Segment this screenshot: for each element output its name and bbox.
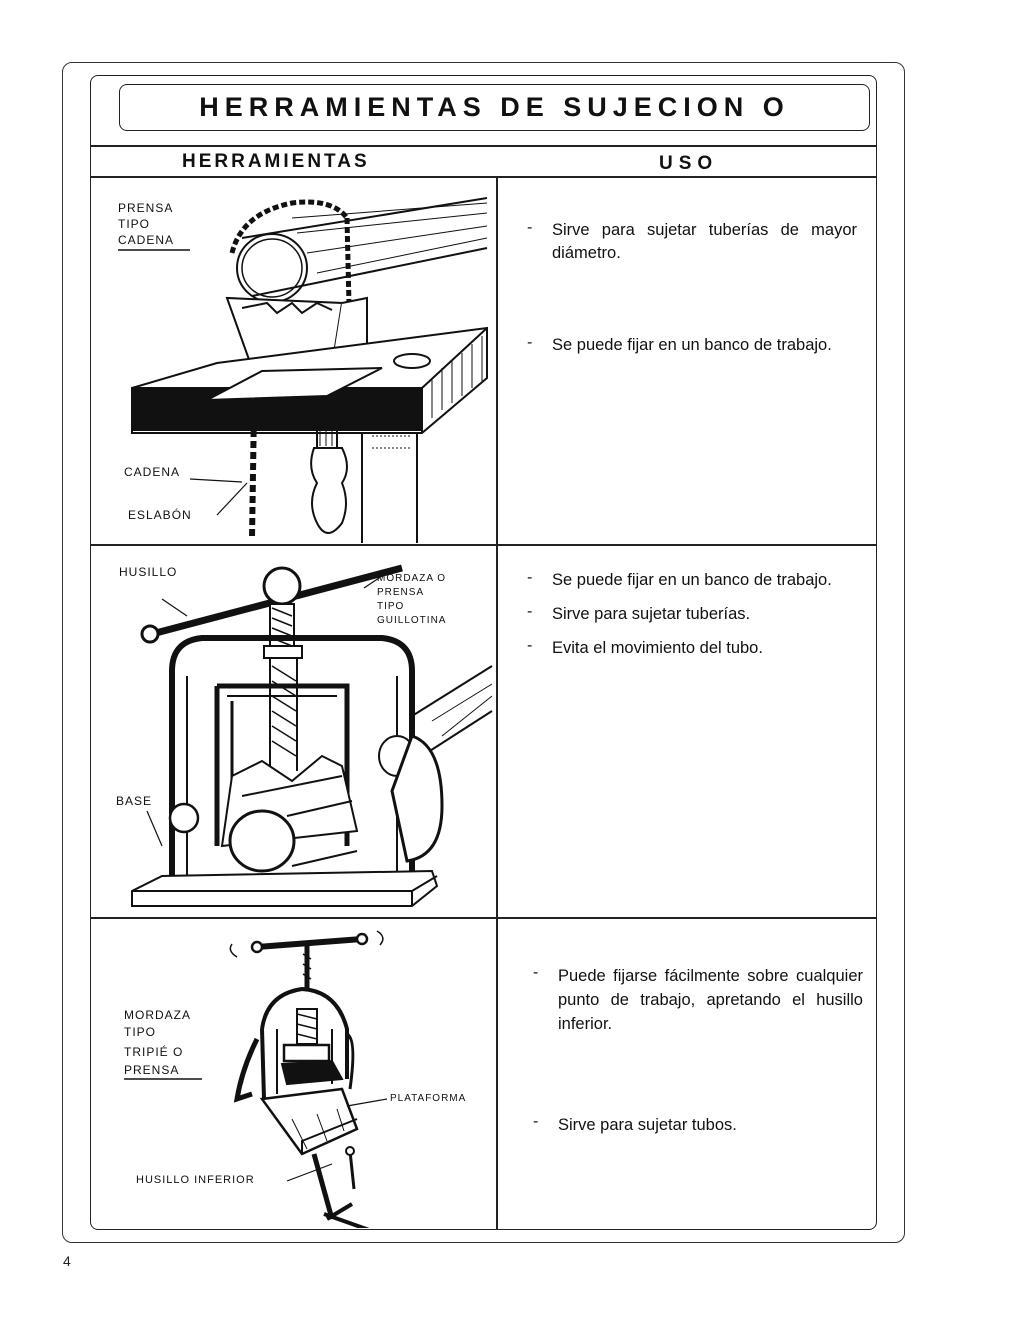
- guillotine-vise-illustration: [92, 546, 495, 916]
- bullet: -: [527, 603, 533, 620]
- table-column-divider: [496, 176, 498, 1229]
- tripod-vise-illustration: [92, 919, 495, 1228]
- use-text: Se puede fijar en un banco de trabajo.: [552, 336, 832, 354]
- bullet: -: [533, 964, 539, 981]
- label-husillo: HUSILLO: [119, 565, 178, 579]
- use-item: [533, 1113, 863, 1137]
- label-base: BASE: [116, 794, 153, 808]
- use-item: [527, 334, 857, 357]
- label-husillo-inferior: HUSILLO INFERIOR: [136, 1174, 255, 1186]
- label-mordaza: MORDAZA: [124, 1008, 191, 1022]
- label-guillotina: GUILLOTINA: [377, 615, 447, 626]
- use-text: Sirve para sujetar tubos.: [558, 1116, 737, 1134]
- label-tipo: TIPO: [377, 601, 405, 612]
- label-tipo: TIPO: [124, 1025, 157, 1039]
- label-eslabon: ESLABÓN: [128, 508, 192, 522]
- use-text: Se puede fijar en un banco de trabajo.: [552, 571, 832, 589]
- use-text: Evita el movimiento del tubo.: [552, 639, 763, 657]
- label-prensa: PRENSA: [124, 1063, 180, 1077]
- label-prensa: PRENSA: [118, 201, 174, 215]
- column-header-use: USO: [659, 153, 719, 174]
- label-mordaza-o: MORDAZA O: [377, 573, 447, 584]
- bullet: -: [533, 1113, 539, 1130]
- column-header-tools: HERRAMIENTAS: [182, 151, 370, 172]
- row1-uses: [527, 219, 857, 357]
- use-text: Puede fijarse fácilmente sobre cualquier punto de trabajo, apretando el husillo inferior.: [558, 967, 863, 1033]
- table-divider-top: [90, 145, 877, 147]
- bullet: -: [527, 219, 533, 236]
- bullet: -: [527, 569, 533, 586]
- use-item: [527, 219, 857, 265]
- label-cadena-type: CADENA: [118, 233, 175, 247]
- use-item: [527, 637, 857, 660]
- use-item: [527, 603, 857, 626]
- use-item: [533, 964, 863, 1036]
- page-title-box: [119, 84, 870, 131]
- bullet: -: [527, 637, 533, 654]
- use-item: [527, 569, 857, 592]
- use-text: Sirve para sujetar tuberías de mayor diámetro.: [552, 221, 857, 262]
- use-text: Sirve para sujetar tuberías.: [552, 605, 751, 623]
- label-cadena: CADENA: [124, 465, 181, 479]
- page-number: 4: [63, 1253, 71, 1269]
- label-tripie-o: TRIPIÉ O: [124, 1045, 184, 1059]
- bullet: -: [527, 334, 533, 351]
- label-plataforma: PLATAFORMA: [390, 1093, 467, 1104]
- row2-uses: [527, 569, 857, 660]
- label-prensa: PRENSA: [377, 587, 425, 598]
- page-title: HERRAMIENTAS DE SUJECION O: [199, 92, 790, 122]
- chain-vise-illustration: [92, 178, 495, 543]
- label-tipo: TIPO: [118, 217, 151, 231]
- row3-uses: [533, 964, 863, 1137]
